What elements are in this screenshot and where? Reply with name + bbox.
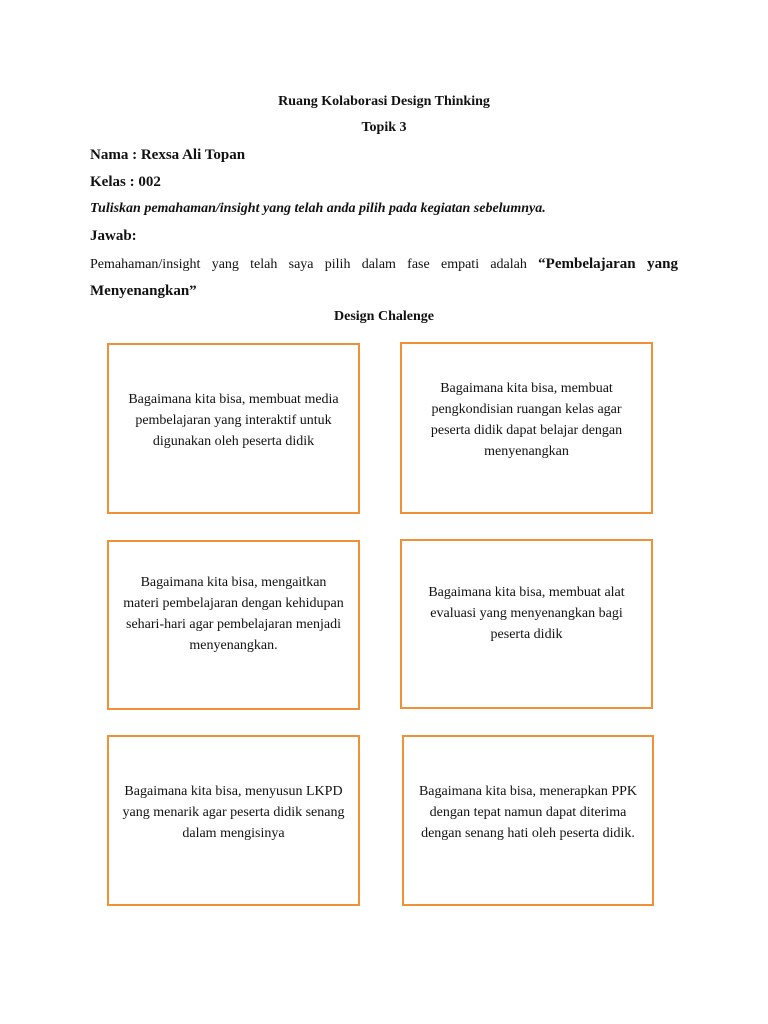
answer-label: Jawab: bbox=[90, 228, 137, 244]
challenge-card-text: Bagaimana kita bisa, membuat pengkondisian ruangan kelas agar peserta didik dapat belajar dengan menyenangkan bbox=[430, 381, 623, 459]
challenge-card bbox=[402, 735, 654, 906]
design-challenge-heading: Design Chalenge bbox=[334, 309, 434, 324]
document-subtitle: Topik 3 bbox=[361, 120, 407, 135]
name-line bbox=[90, 147, 245, 164]
challenge-card-text: Bagaimana kita bisa, menerapkan PPK dengan tepat namun dapat diterima dengan senang hati oleh peserta didik. bbox=[418, 784, 638, 841]
answer-paragraph-line-2: Menyenangkan” bbox=[90, 283, 197, 299]
challenge-card-text: Bagaimana kita bisa, membuat alat evaluasi yang menyenangkan bagi peserta didik bbox=[428, 584, 625, 642]
challenge-card bbox=[107, 735, 360, 906]
challenge-card bbox=[107, 540, 360, 710]
class-value: 002 bbox=[138, 174, 161, 190]
challenge-card-text: Bagaimana kita bisa, menyusun LKPD yang menarik agar peserta didik senang dalam mengisinya bbox=[122, 784, 345, 841]
challenge-card bbox=[400, 539, 653, 709]
instruction-text: Tuliskan pemahaman/insight yang telah anda pilih pada kegiatan sebelumnya. bbox=[90, 201, 546, 216]
challenge-card bbox=[107, 343, 360, 514]
challenge-card-text: Bagaimana kita bisa, membuat media pembelajaran yang interaktif untuk digunakan oleh peserta didik bbox=[128, 392, 339, 449]
answer-quote-start: “Pembelajaran yang bbox=[538, 256, 678, 272]
answer-paragraph-line-1 bbox=[90, 256, 678, 273]
document-title: Ruang Kolaborasi Design Thinking bbox=[278, 94, 490, 109]
name-value: Rexsa Ali Topan bbox=[140, 147, 246, 163]
class-label: Kelas : bbox=[90, 174, 139, 190]
challenge-card-text: Bagaimana kita bisa, mengaitkan materi pembelajaran dengan kehidupan sehari-hari agar pembelajaran menjadi menyenangkan. bbox=[123, 575, 344, 653]
name-label: Nama : bbox=[90, 147, 141, 163]
class-line bbox=[90, 174, 161, 191]
answer-sentence: Pemahaman/insight yang telah saya pilih dalam fase empati adalah bbox=[90, 257, 539, 272]
challenge-card bbox=[400, 342, 653, 514]
